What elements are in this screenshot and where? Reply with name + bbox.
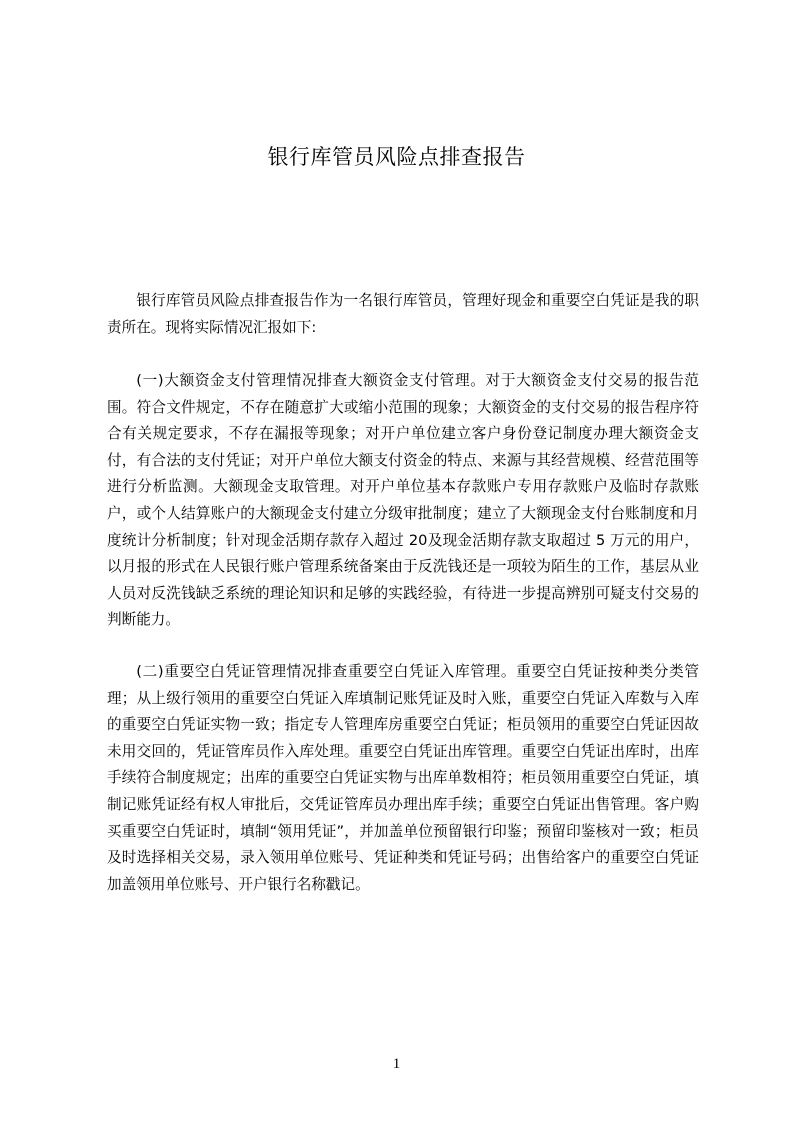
paragraph-text: (二)重要空白凭证管理情况排查重要空白凭证入库管理。重要空白凭证按种类分类管理；从上级行领用的重要空白凭证入库填制记账凭证及时入账，重要空白凭证入库数与入库的重要空白凭证实物一致；指定专人管理库房重要空白凭证；柜员领用的重要空白凭证因故未用交回的，凭证管库员作入库处理。重要空白凭证出库管理。重要空白凭证出库时，出库手续符合制度规定；出库的重要空白凭证实物与出库单数相符；柜员领用重要空白凭证，填制记账凭证经有权人审批后，交凭证管库员办理出库手续；重要空白凭证出售管理。客户购买重要空白凭证时，填制“领用凭证”，并加盖单位预留银行印鉴；预留印鉴核对一致；柜员及时选择相关交易，录入领用单位账号、凭证种类和凭证号码；出售给客户的重要空白凭证加盖领用单位账号、开户银行名称戳记。 [107, 663, 699, 893]
document-title: 银行库管员风险点排查报告 [267, 145, 526, 169]
page-number: 1 [392, 1056, 401, 1072]
paragraph-section-2 [107, 659, 699, 898]
paragraph-intro [107, 288, 699, 341]
paragraph-text: 银行库管员风险点排查报告作为一名银行库管员，管理好现金和重要空白凭证是我的职责所在。现将实际情况汇报如下: [107, 292, 699, 336]
paragraph-text: (一)大额资金支付管理情况排查大额资金支付管理。对于大额资金支付交易的报告范围。符合文件规定，不存在随意扩大或缩小范围的现象；大额资金的支付交易的报告程序符合有关规定要求，不存在漏报等现象；对开户单位建立客户身份登记制度办理大额资金支付，有合法的支付凭证；对开户单位大额支付资金的特点、来源与其经营规模、经营范围等进行分析监测。大额现金支取管理。对开户单位基本存款账户专用存款账户及临时存款账户，或个人结算账户的大额现金支付建立分级审批制度；建立了大额现金支付台账制度和月度统计分析制度；针对现金活期存款存入超过 20及现金活期存款支取超过 5 万元的用户，以月报的形式在人民银行账户管理系统备案由于反洗钱还是一项较为陌生的工作，基层从业人员对反洗钱缺乏系统的理论知识和足够的实践经验，有待进一步提高辨别可疑支付交易的判断能力。 [107, 372, 699, 629]
paragraph-section-1 [107, 368, 699, 634]
